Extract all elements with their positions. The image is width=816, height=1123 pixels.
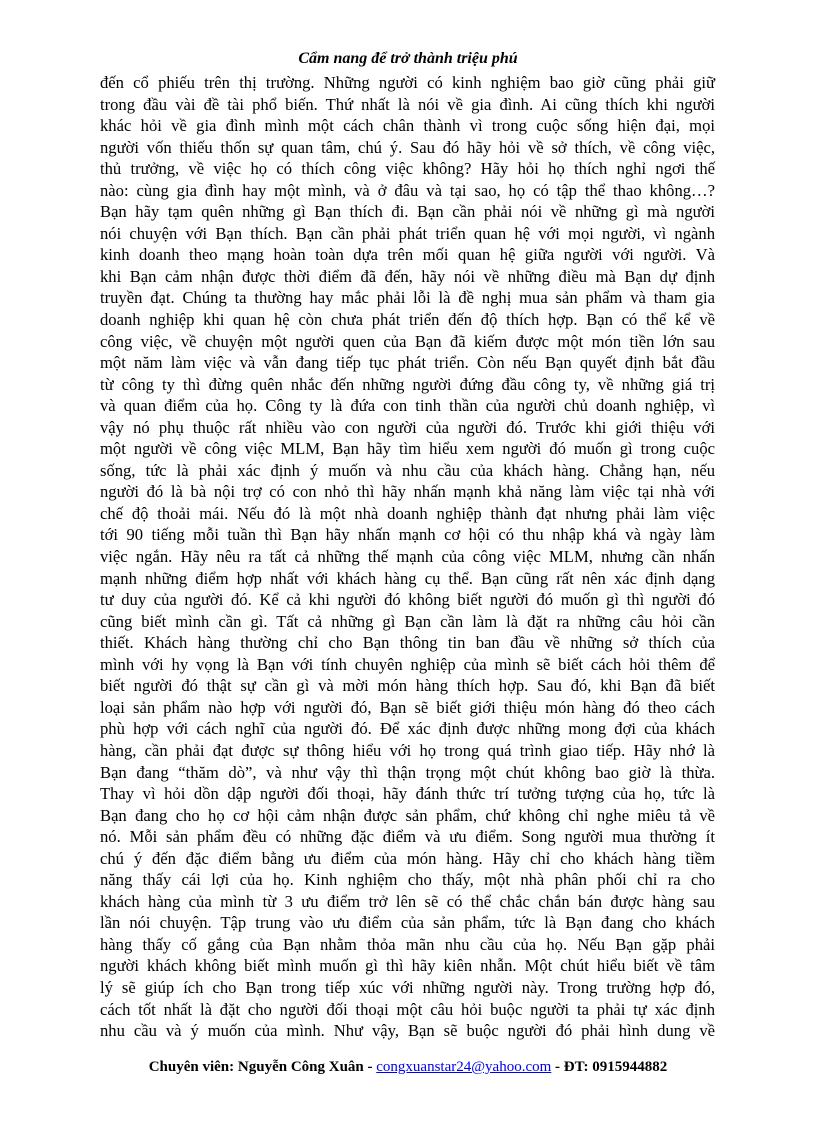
text-line: nó. Mỗi sản phẩm đều có những đặc điểm và ưu điểm. Song người mua thường ít <box>100 827 715 847</box>
text-line: khách hàng của mình từ 3 ưu điểm trở lên sẽ có thể chắc chắn bán được hàng sau <box>100 891 715 911</box>
text-line: nào: cùng gia đình hay một mình, và ở đâu và tại sao, họ có tập thể thao không…? <box>100 180 715 200</box>
text-line: biết người đó thật sự cần gì và mời món hàng thích hợp. Sau đó, khi Bạn đã biết <box>100 676 715 696</box>
text-line: năng thấy cái lợi của họ. Kinh nghiệm cho thấy, một nhà phân phối chỉ ra cho <box>100 870 715 890</box>
text-line: chú ý đến đặc điểm bằng ưu điểm của món hàng. Hãy chỉ cho khách hàng tiềm <box>100 848 715 868</box>
text-line: nhu cầu và ý muốn của mình. Như vậy, Bạn sẽ buộc người đó phải hình dung về <box>100 1021 715 1041</box>
footer-phone: - ĐT: 0915944882 <box>551 1059 668 1075</box>
text-line: phù hợp với cách nghĩ của người đó. Để xác định được những mong đợi của khách <box>100 719 715 739</box>
text-line: vậy nó phụ thuộc rất nhiều vào con người của người đó. Trước khi giới thiệu với <box>100 417 715 437</box>
text-line: Bạn đang cho họ cơ hội cảm nhận được sản phẩm, chứ không chỉ nghe miêu tả về <box>100 805 715 825</box>
text-line: mạnh những điểm hợp nhất với khách hàng cụ thể. Bạn cũng rất nên xác định dạng <box>100 568 715 588</box>
page-header <box>0 49 816 69</box>
page-footer <box>0 1057 816 1077</box>
footer-author: Chuyên viên: Nguyễn Công Xuân - <box>148 1059 377 1075</box>
text-line: tư duy của người đó. Kể cả khi người đó không biết người đó muốn gì thì người đó <box>100 590 715 610</box>
text-line: việc ngắn. Hãy nêu ra tất cả những thế mạnh của công việc MLM, nhưng cần nhấn <box>100 547 715 567</box>
text-line: và quan điểm của họ. Công ty là đứa con tinh thần của người chủ doanh nghiệp, vì <box>100 396 715 416</box>
text-line: nói chuyện với Bạn thích. Bạn cần phải phát triển quan hệ với mọi người, vì ngành <box>100 223 715 243</box>
text-line: một người về công việc MLM, Bạn hãy tìm hiểu xem người đó muốn gì trong cuộc <box>100 439 715 459</box>
text-line: hàng thấy cố gắng của Bạn nhằm thỏa mãn nhu cầu của họ. Nếu Bạn gặp phải <box>100 934 715 954</box>
text-line: Bạn hãy tạm quên những gì Bạn thích đi. Bạn cần phải nói về những gì mà người <box>100 202 715 222</box>
text-line: mình với hy vọng là Bạn với tính chuyên nghiệp của mình sẽ biết cách hỏi thêm để <box>100 654 715 674</box>
text-line: người đó là bà nội trợ có con nhỏ thì hãy nhấn mạnh khả năng làm việc tại nhà với <box>100 482 715 502</box>
text-line: một năm làm việc và vẫn đang tiếp tục phát triển. Còn nếu Bạn quyết định bắt đầu <box>100 353 715 373</box>
text-line: cách tốt nhất là đặt cho người đối thoại một câu hỏi buộc người ta phải tự xác định <box>100 999 715 1019</box>
page-header-title: Cẩm nang để trở thành triệu phú <box>298 50 518 67</box>
text-line: Thay vì hỏi dồn dập người đối thoại, hãy đánh thức trí tưởng tượng của họ, tức là <box>100 784 715 804</box>
text-line: từ công ty thì đừng quên nhắc đến những người đứng đầu công ty, về những giá trị <box>100 374 715 394</box>
text-line: khi Bạn cảm nhận được thời điểm đã đến, hãy nói về những điều mà Bạn dự định <box>100 266 715 286</box>
text-line: loại sản phẩm nào hợp với người đó, Bạn sẽ biết giới thiệu món hàng đó theo cách <box>100 697 715 717</box>
text-line: khác hỏi về gia đình mình một cách chân thành vì trong cuộc sống hiện đại, mọi <box>100 116 715 136</box>
text-line: công việc, về chuyện một người quen của Bạn đã kiếm được một món tiền lớn sau <box>100 331 715 351</box>
text-line: chế độ thoải mái. Nếu đó là một nhà doanh nghiệp thành đạt nhưng phải làm việc <box>100 503 715 523</box>
text-line: sống, tức là phải xác định ý muốn và nhu cầu của khách hàng. Chẳng hạn, nếu <box>100 460 715 480</box>
text-line: kinh doanh theo mạng hoàn toàn dựa trên mối quan hệ giữa người với người. Và <box>100 245 715 265</box>
footer-email-link[interactable]: congxuanstar24@yahoo.com <box>376 1059 552 1075</box>
text-line: người khách không biết mình muốn gì thì hãy kiên nhẫn. Một chút hiểu biết về tâm <box>100 956 715 976</box>
text-line: người vốn thiếu thốn sự quan tâm, chú ý. Sau đó hãy hỏi về sở thích, về công việc, <box>100 137 715 157</box>
text-line: đến cổ phiếu trên thị trường. Những người có kinh nghiệm bao giờ cũng phải giữ <box>100 73 715 92</box>
text-line: thủ trưởng, về việc họ có thích công việc không? Hãy hỏi họ thích nghỉ ngơi thế <box>100 159 715 179</box>
text-line: hàng, cần phải đạt được sự thông hiểu với họ trong quá trình giao tiếp. Hãy nhớ là <box>100 740 715 760</box>
text-line: thiết. Khách hàng thường chỉ cho Bạn thông tin ban đầu về những sở thích của <box>100 633 715 653</box>
text-line: trong đầu vài đề tài phổ biến. Thứ nhất là nói về gia đình. Ai cũng thích khi người <box>100 94 715 114</box>
text-line: tới 90 tiếng mỗi tuần thì Bạn hãy nhấn mạnh cơ hội có thu nhập khá và ngày làm <box>100 525 715 545</box>
text-line: Bạn đang “thăm dò”, và như vậy thì thận trọng một chút không bao giờ là thừa. <box>100 762 715 782</box>
body-text <box>100 72 715 1042</box>
text-line: truyền đạt. Chúng ta thường hay mắc phải lỗi là đề nghị mua sản phẩm và tham gia <box>100 288 715 308</box>
text-line: doanh nghiệp khi quan hệ còn chưa phát triển đến độ thích hợp. Bạn có thể kể về <box>100 310 715 330</box>
text-line: lần nói chuyện. Tập trung vào ưu điểm của sản phẩm, tức là Bạn đang cho khách <box>100 913 715 933</box>
text-line: cũng biết mình cần gì. Tất cả những gì Bạn cần làm là đặt ra những câu hỏi cần <box>100 611 715 631</box>
text-line: lý sẽ giúp ích cho Bạn trong tiếp xúc với những người này. Trong trường hợp đó, <box>100 977 715 997</box>
